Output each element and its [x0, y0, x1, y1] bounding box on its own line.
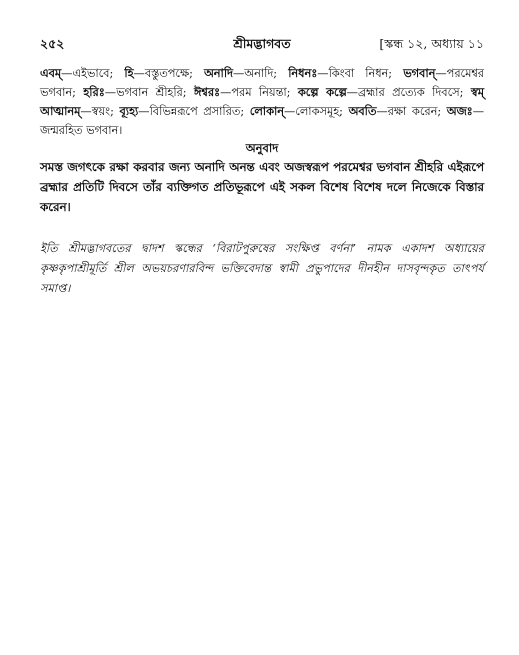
synonym-separator: ; — [286, 86, 298, 99]
translation-heading: অনুবাদ — [245, 141, 279, 155]
synonym-meaning: —অনাদি — [233, 67, 274, 80]
synonym-word: অনাদি — [204, 66, 233, 80]
synonym-word: ব্যূহ্য — [119, 104, 139, 118]
synonym-meaning: —বস্তুতপক্ষে — [133, 67, 190, 80]
synonym-separator: ; — [72, 86, 84, 99]
synonym-separator: ; — [339, 105, 349, 118]
synonym-word: লোকান্ — [249, 104, 284, 118]
synonym-separator: ; — [189, 67, 205, 80]
synonym-meaning: —বিভিন্নরূপে প্রসারিত — [138, 105, 241, 118]
running-header — [40, 36, 484, 58]
synonym-separator: ; — [437, 105, 447, 118]
synonym-meaning: —এইভাবে — [61, 67, 110, 80]
page — [40, 36, 484, 299]
synonym-separator: । — [118, 124, 123, 137]
synonym-meaning: —কিংবা নিধন — [317, 67, 389, 80]
synonym-word: অজঃ — [446, 104, 473, 118]
chapter-colophon: ইতি শ্রীমদ্ভাগবতের দ্বাদশ স্কন্ধের ‘বিরাটপুরুষের সংক্ষিপ্ত বর্ণনা’ নামক একাদশ অধ্যায়ের কৃষ্ণকৃপাশ্রীমূর্তি শ্রীল অভয়চরণারবিন্দ ভক্তিবেদান্ত স্বামী প্রভুপাদের দীনহীন দাসবৃন্দকৃত তাৎপর্য সমাপ্ত। — [40, 242, 484, 295]
synonym-meaning: —ভগবান শ্রীহরি — [104, 86, 183, 99]
synonym-meaning: —ব্রহ্মার প্রত্যেক দিবসে — [346, 86, 460, 99]
book-title: শ্রীমদ্ভাগবত — [233, 36, 291, 51]
synonym-meaning: —লোকসমূহ — [284, 105, 340, 118]
synonym-word: ভগবান্ — [403, 66, 436, 80]
synonym-word: ঈশ্বরঃ — [194, 85, 221, 99]
synonym-word: অবতি — [348, 104, 377, 118]
synonym-word: হি — [124, 66, 134, 80]
synonym-word: হরিঃ — [83, 85, 105, 99]
synonym-meaning: —জন্মরহিত ভগবান — [40, 105, 484, 137]
synonym-separator: ; — [182, 86, 194, 99]
section-reference: [স্কন্ধ ১২, অধ্যায় ১১ — [379, 36, 484, 51]
synonym-separator: ; — [240, 105, 250, 118]
synonym-meaning: —পরমেশ্বর ভগবান — [40, 67, 485, 99]
synonym-separator: ; — [459, 86, 471, 99]
synonym-separator: ; — [388, 67, 404, 80]
synonym-meaning: —স্বয়ং — [80, 105, 111, 118]
synonym-meaning: —রক্ষা করেন — [376, 105, 438, 118]
synonym-word: এবম্ — [40, 66, 62, 80]
synonym-word: কল্পে কল্পে — [297, 85, 347, 99]
synonym-meaning: —পরম নিয়ন্তা — [220, 86, 287, 99]
synonym-separator: ; — [109, 67, 125, 80]
synonym-word: নিধনঃ — [288, 66, 318, 80]
word-for-word-synonyms — [40, 64, 484, 140]
synonym-separator: ; — [273, 67, 289, 80]
synonym-word: স্বম্ আত্মানম্ — [40, 85, 484, 118]
page-number: ২৫২ — [40, 36, 65, 51]
synonym-separator: ; — [110, 105, 120, 118]
translation-text: সমস্ত জগৎকে রক্ষা করবার জন্য অনাদি অনন্ত এবং অজস্বরূপ পরমেশ্বর ভগবান শ্রীহরি এইরূপে ব্রহ্মার প্রতিটি দিবসে তাঁর ব্যক্তিগত প্রতিভূরূপে এই সকল বিশেষ বিশেষ দলে নিজেকে বিস্তার করেন। — [40, 160, 484, 214]
